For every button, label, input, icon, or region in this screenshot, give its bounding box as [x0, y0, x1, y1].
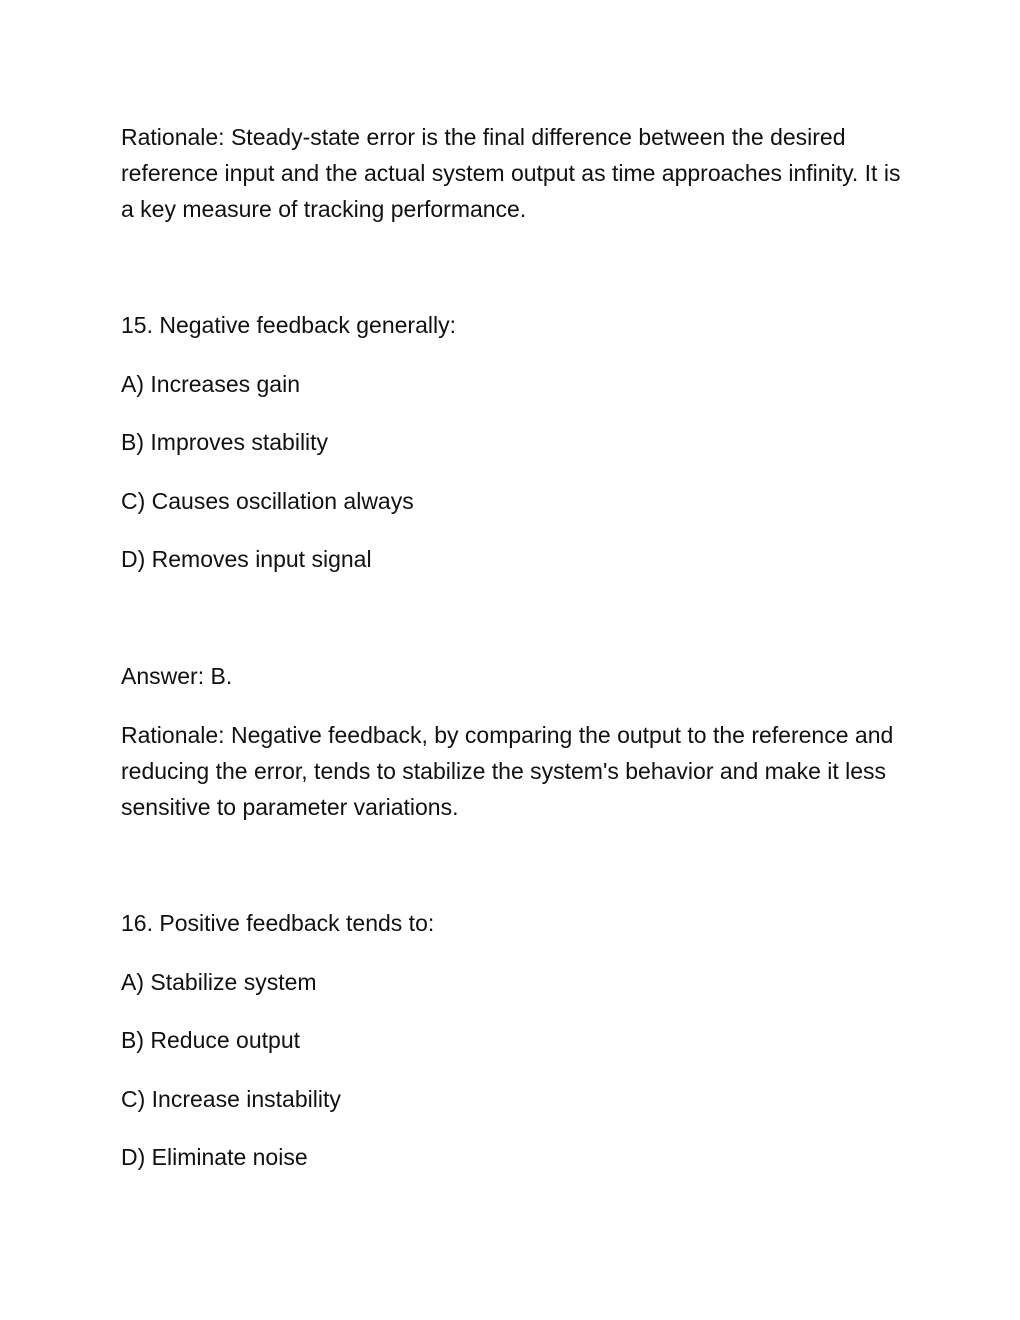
answer-15: Answer: B. — [121, 663, 233, 689]
spacer — [121, 825, 911, 905]
q16-option-c: C) Increase instability — [121, 1085, 341, 1112]
q15-option-c: C) Causes oscillation always — [121, 487, 414, 514]
rationale-q14: Rationale: Steady-state error is the final difference between the desired reference input and the actual system output as time approaches infinity. It is a key measure of tracking performance. — [121, 124, 901, 222]
q15-option-b: B) Improves stability — [121, 429, 329, 455]
q15-option-d: D) Removes input signal — [121, 546, 372, 572]
question-16: 16. Positive feedback tends to: — [121, 910, 435, 936]
spacer — [121, 577, 911, 658]
document-page — [121, 119, 911, 1175]
spacer — [121, 227, 911, 307]
q16-option-b: B) Reduce output — [121, 1027, 301, 1053]
question-15: 15. Negative feedback generally: — [121, 312, 456, 338]
q16-option-d: D) Eliminate noise — [121, 1144, 308, 1170]
q15-option-a: A) Increases gain — [121, 370, 300, 397]
q16-option-a: A) Stabilize system — [121, 968, 317, 995]
rationale-q15: Rationale: Negative feedback, by comparing the output to the reference and reducing the error, tends to stabilize the system's behavior and make it less sensitive to parameter variations. — [121, 722, 894, 820]
